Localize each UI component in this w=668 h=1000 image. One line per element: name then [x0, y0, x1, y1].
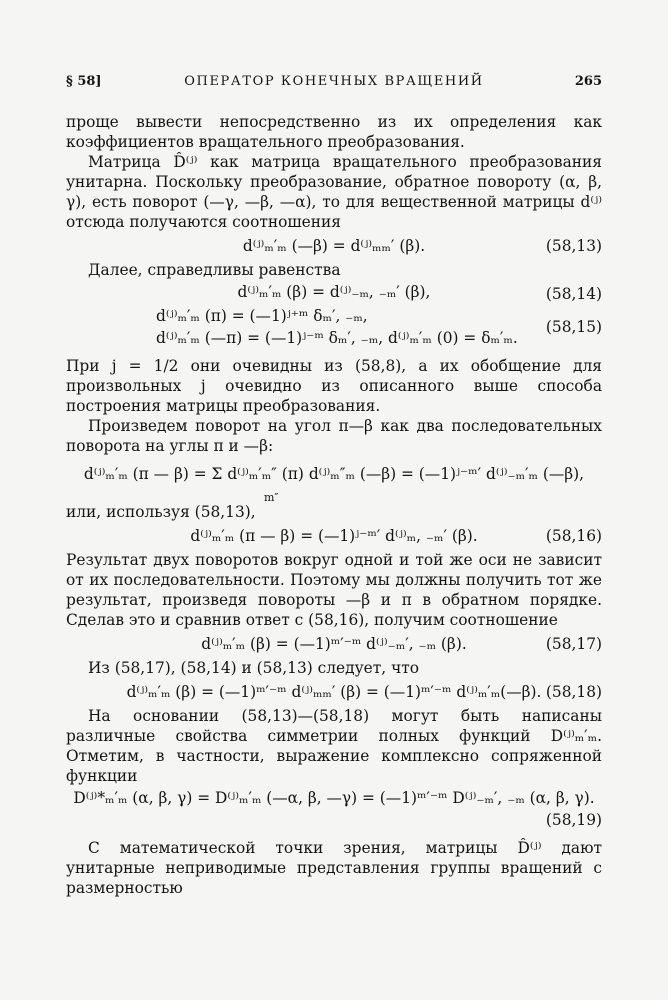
- page-body: [66, 112, 602, 898]
- paragraph-8: Из (58,17), (58,14) и (58,13) следует, что: [88, 659, 420, 677]
- equation-rotation-composition-body: d⁽ʲ⁾ₘ′ₘ (π — β) = Σ d⁽ʲ⁾ₘ′ₘ″ (π) d⁽ʲ⁾ₘ″ₘ (—β) = (—1)ʲ⁻ᵐ′ d⁽ʲ⁾₋ₘ′ₘ (—β),: [83, 465, 585, 483]
- equation-58-16: [66, 522, 602, 550]
- equation-58-14-number: (58,14): [545, 285, 602, 303]
- equation-58-19: [66, 786, 602, 838]
- equation-58-18: [66, 678, 602, 706]
- paragraph-4: При j = 1/2 они очевидны из (58,8), а их обобщение для произвольных j очевидно из описанного выше способа построения матрицы преобразования.: [66, 357, 602, 415]
- equation-58-16-number: (58,16): [545, 527, 602, 545]
- page-number: 265: [574, 74, 602, 89]
- paragraph-1: проще вывести непосредственно из их определения как коэффициентов вращательного преобразования.: [66, 113, 602, 151]
- equation-rotation-composition: [66, 456, 602, 502]
- equation-58-18-number: (58,18): [545, 683, 602, 701]
- equation-58-19-number: (58,19): [545, 811, 602, 829]
- chapter-title: ОПЕРАТОР КОНЕЧНЫХ ВРАЩЕНИЙ: [184, 74, 484, 89]
- summation-index: m″: [264, 491, 279, 504]
- paragraph-3: Далее, справедливы равенства: [88, 261, 341, 279]
- equation-58-15: [66, 304, 602, 356]
- paragraph-7: Результат двух поворотов вокруг одной и той же оси не зависит от их последовательности. Поэтому мы должны получить тот же результат, произведя повороты —β и π в обратном порядке. Сделав это и сравнив ответ с (58,16), получим соотношение: [66, 551, 602, 629]
- equation-58-15-line-1: d⁽ʲ⁾ₘ′ₘ (π) = (—1)ʲ⁺ᵐ δₘ′, ₋ₘ,: [156, 307, 368, 325]
- section-number: § 58]: [66, 74, 102, 89]
- equation-58-15-number: (58,15): [545, 318, 602, 336]
- equation-58-16-body: d⁽ʲ⁾ₘ′ₘ (π — β) = (—1)ʲ⁻ᵐ′ d⁽ʲ⁾ₘ, ₋ₘ′ (β).: [190, 527, 478, 545]
- equation-58-17-body: d⁽ʲ⁾ₘ′ₘ (β) = (—1)ᵐ′⁻ᵐ d⁽ʲ⁾₋ₘ′, ₋ₘ (β).: [201, 635, 467, 653]
- equation-58-19-body: D⁽ʲ⁾*ₘ′ₘ (α, β, γ) = D⁽ʲ⁾ₘ′ₘ (—α, β, —γ) = (—1)ᵐ′⁻ᵐ D⁽ʲ⁾₋ₘ′, ₋ₘ (α, β, γ).: [73, 789, 595, 807]
- equation-58-13: [66, 232, 602, 260]
- paragraph-10: С математической точки зрения, матрицы D̂⁽ʲ⁾ дают унитарные неприводимые представления группы вращений с размерностью: [66, 839, 602, 897]
- equation-58-13-body: d⁽ʲ⁾ₘ′ₘ (—β) = d⁽ʲ⁾ₘₘ′ (β).: [242, 237, 426, 255]
- equation-58-18-body: d⁽ʲ⁾ₘ′ₘ (β) = (—1)ᵐ′⁻ᵐ d⁽ʲ⁾ₘₘ′ (β) = (—1)ᵐ′⁻ᵐ d⁽ʲ⁾ₘ′ₘ(—β).: [126, 683, 542, 701]
- equation-58-14-body: d⁽ʲ⁾ₘ′ₘ (β) = d⁽ʲ⁾₋ₘ, ₋ₘ′ (β),: [237, 283, 431, 301]
- running-header: [66, 74, 602, 94]
- equation-58-15-line-2: d⁽ʲ⁾ₘ′ₘ (—π) = (—1)ʲ⁻ᵐ δₘ′, ₋ₘ, d⁽ʲ⁾ₘ′ₘ (0) = δₘ′ₘ.: [156, 329, 518, 347]
- paragraph-5: Произведем поворот на угол π—β как два последовательных поворота на углы π и —β:: [66, 417, 602, 455]
- paragraph-2: Матрица D̂⁽ʲ⁾ как матрица вращательного преобразования унитарна. Поскольку преобразование, обратное повороту (α, β, γ), есть поворот (—γ, —β, —α), то для вещественной матрицы d⁽ʲ⁾ отсюда получаются соотношения: [66, 153, 602, 231]
- equation-58-13-number: (58,13): [545, 237, 602, 255]
- paragraph-9: На основании (58,13)—(58,18) могут быть написаны различные свойства симметрии полных функций D⁽ʲ⁾ₘ′ₘ. Отметим, в частности, выражение комплексно сопряженной функции: [66, 707, 602, 785]
- equation-58-17-number: (58,17): [545, 635, 602, 653]
- equation-58-14: [66, 280, 602, 304]
- paragraph-6: или, используя (58,13),: [66, 503, 256, 521]
- equation-58-17: [66, 630, 602, 658]
